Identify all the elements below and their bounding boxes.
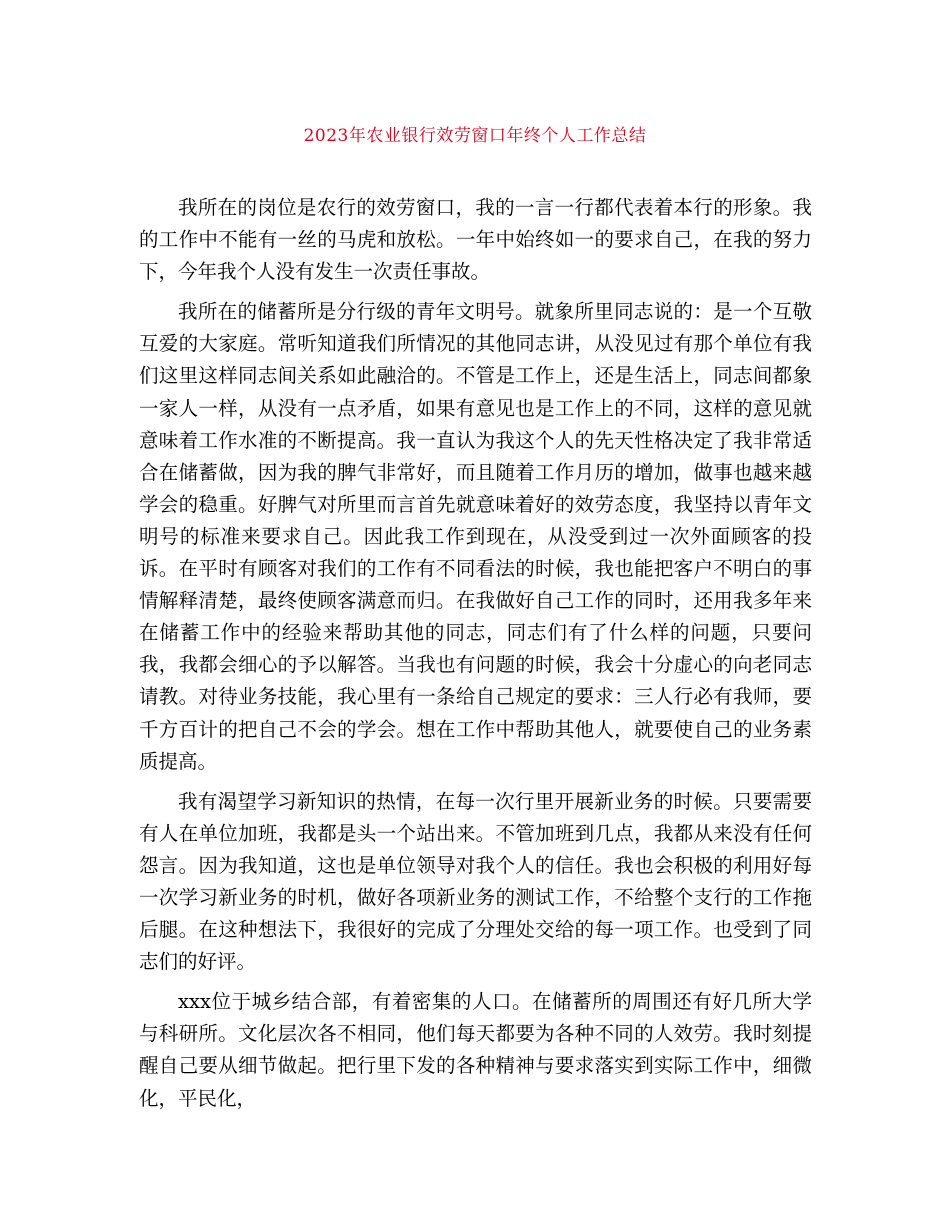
paragraph-2: 我所在的储蓄所是分行级的青年文明号。就象所里同志说的：是一个互敬互爱的大家庭。常听知道我们所情况的其他同志讲，从没见过有那个单位有我们这里这样同志间关系如此融洽的。不管是工作上，还是生活上，同志间都象一家人一样，从没有一点矛盾，如果有意见也是工作上的不同，这样的意见就意味着工作水准的不断提高。我一直认为我这个人的先天性格决定了我非常适合在储蓄做，因为我的脾气非常好，而且随着工作月历的增加，做事也越来越学会的稳重。好脾气对所里而言首先就意味着好的效劳态度，我坚持以青年文明号的标准来要求自己。因此我工作到现在，从没受到过一次外面顾客的投诉。在平时有顾客对我们的工作有不同看法的时候，我也能把客户不明白的事情解释清楚，最终使顾客满意而归。在我做好自己工作的同时，还用我多年来在储蓄工作中的经验来帮助其他的同志，同志们有了什么样的问题，只要问我，我都会细心的予以解答。当我也有问题的时候，我会十分虚心的向老同志请教。对待业务技能，我心里有一条给自己规定的要求：三人行必有我师，要千方百计的把自己不会的学会。想在工作中帮助其他人，就要使自己的业务素质提高。	[139, 300, 812, 773]
document-body	[139, 192, 812, 1123]
paragraph-1: 我所在的岗位是农行的效劳窗口，我的一言一行都代表着本行的形象。我的工作中不能有一丝的马虎和放松。一年中始终如一的要求自己，在我的努力下，今年我个人没有发生一次责任事故。	[139, 196, 812, 284]
paragraph-4: xxx位于城乡结合部，有着密集的人口。在储蓄所的周围还有好几所大学与科研所。文化层次各不相同，他们每天都要为各种不同的人效劳。我时刻提醒自己要从细节做起。把行里下发的各种精神与要求落实到实际工作中，细微化，平民化，	[139, 990, 812, 1110]
document-title: 2023年农业银行效劳窗口年终个人工作总结	[303, 126, 647, 146]
paragraph-3: 我有渴望学习新知识的热情，在每一次行里开展新业务的时候。只要需要有人在单位加班，我都是头一个站出来。不管加班到几点，我都从来没有任何怨言。因为我知道，这也是单位领导对我个人的信任。我也会积极的利用好每一次学习新业务的时机，做好各项新业务的测试工作，不给整个支行的工作拖后腿。在这种想法下，我很好的完成了分理处交给的每一项工作。也受到了同志们的好评。	[139, 789, 812, 974]
